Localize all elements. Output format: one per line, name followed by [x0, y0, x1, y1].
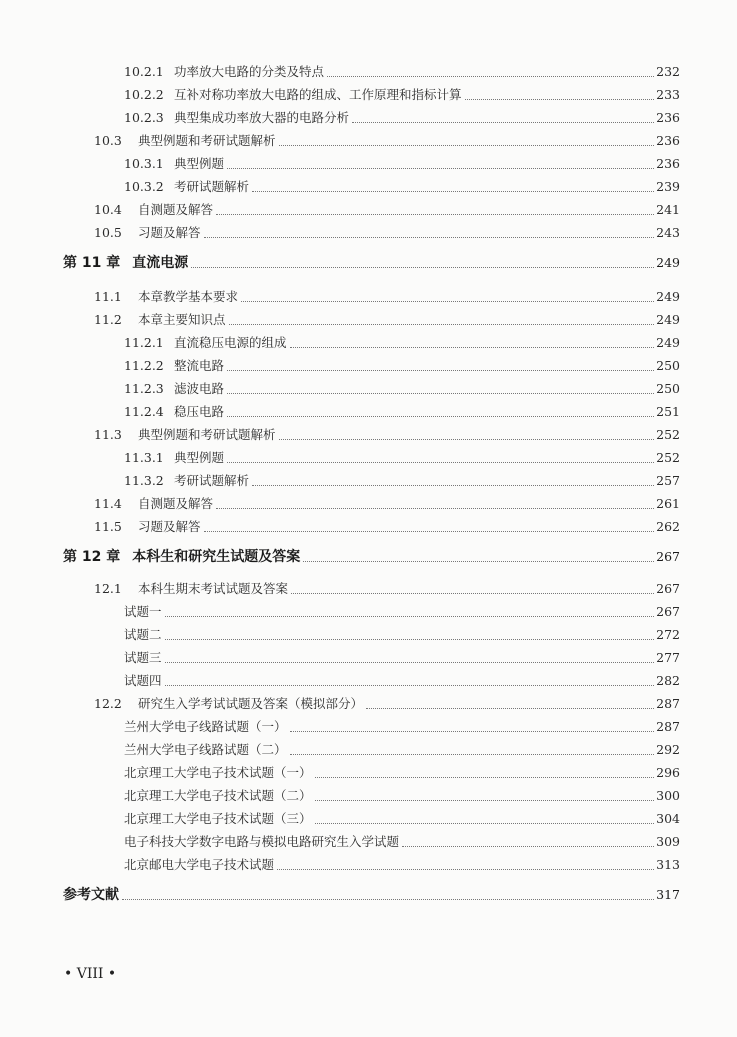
page-number: 250 — [656, 358, 680, 373]
toc-entry[interactable] — [94, 200, 680, 220]
page-number: 296 — [656, 765, 680, 780]
toc-entry[interactable] — [94, 425, 680, 445]
toc-entry[interactable] — [94, 287, 680, 307]
section-title: 本科生期末考试试题及答案 — [138, 581, 289, 596]
section-title: 兰州大学电子线路试题（一） — [124, 719, 287, 734]
section-title: 试题四 — [124, 673, 162, 688]
section-number: 11.2.3 — [124, 381, 164, 396]
toc-entry[interactable] — [124, 108, 680, 128]
section-title: 北京理工大学电子技术试题（二） — [124, 788, 312, 803]
section-title: 研究生入学考试试题及答案（模拟部分） — [138, 696, 364, 711]
page-number: 257 — [656, 473, 680, 488]
toc-entry[interactable] — [124, 602, 680, 622]
dot-leader — [315, 800, 655, 801]
page-number: 267 — [656, 581, 680, 596]
toc-entry[interactable] — [124, 717, 680, 737]
page-number: 241 — [656, 202, 680, 217]
section-title: 功率放大电路的分类及特点 — [174, 64, 325, 79]
section-number: 11.5 — [94, 519, 122, 534]
section-title: 试题二 — [124, 627, 162, 642]
toc-entry[interactable] — [124, 154, 680, 174]
page-number: 251 — [656, 404, 680, 419]
toc-entry[interactable] — [124, 177, 680, 197]
section-title: 兰州大学电子线路试题（二） — [124, 742, 287, 757]
dot-leader — [165, 639, 655, 640]
section-title: 北京理工大学电子技术试题（一） — [124, 765, 312, 780]
section-number: 11.3 — [94, 427, 122, 442]
toc-entry[interactable] — [124, 471, 680, 491]
page-number: 313 — [656, 857, 680, 872]
page-number: 287 — [656, 696, 680, 711]
dot-leader — [229, 324, 655, 325]
page-number: 243 — [656, 225, 680, 240]
section-number: 10.2.1 — [124, 64, 164, 79]
section-title: 考研试题解析 — [174, 179, 250, 194]
dot-leader — [252, 485, 654, 486]
dot-leader — [315, 823, 655, 824]
toc-entry[interactable] — [124, 832, 680, 852]
section-number: 11.2.1 — [124, 335, 164, 350]
chapter-number: 第 12 章 — [63, 549, 121, 565]
section-number: 11.1 — [94, 289, 122, 304]
page-number: 236 — [656, 156, 680, 171]
dot-leader — [366, 708, 654, 709]
dot-leader — [352, 122, 654, 123]
section-number: 11.2 — [94, 312, 122, 327]
toc-chapter-11[interactable] — [63, 253, 680, 273]
section-number: 12.2 — [94, 696, 122, 711]
toc-entry[interactable] — [124, 740, 680, 760]
chapter-title: 直流电源 — [132, 255, 189, 271]
section-title: 电子科技大学数字电路与模拟电路研究生入学试题 — [124, 834, 400, 849]
dot-leader — [279, 439, 655, 440]
dot-leader — [227, 462, 654, 463]
section-number: 10.2.2 — [124, 87, 164, 102]
section-number: 10.4 — [94, 202, 122, 217]
page-number: 287 — [656, 719, 680, 734]
toc-entry[interactable] — [94, 694, 680, 714]
section-title: 考研试题解析 — [174, 473, 250, 488]
dot-leader — [165, 616, 655, 617]
section-title: 典型例题和考研试题解析 — [138, 427, 276, 442]
section-number: 12.1 — [94, 581, 122, 596]
toc-chapter-12[interactable] — [63, 547, 680, 567]
page-number: 252 — [656, 427, 680, 442]
section-title: 试题一 — [124, 604, 162, 619]
page-number: 261 — [656, 496, 680, 511]
page-number: 239 — [656, 179, 680, 194]
toc-references[interactable] — [63, 885, 680, 905]
toc-entry[interactable] — [94, 579, 680, 599]
toc-entry[interactable] — [94, 223, 680, 243]
toc-entry[interactable] — [124, 671, 680, 691]
dot-leader — [216, 508, 654, 509]
section-number: 11.2.2 — [124, 358, 164, 373]
section-title: 典型例题和考研试题解析 — [138, 133, 276, 148]
chapter-number: 第 11 章 — [63, 255, 121, 271]
page-number: 249 — [656, 289, 680, 304]
toc-entry[interactable] — [124, 763, 680, 783]
section-title: 自测题及解答 — [138, 202, 214, 217]
page-number: 309 — [656, 834, 680, 849]
section-number: 10.3.2 — [124, 179, 164, 194]
dot-leader — [277, 869, 654, 870]
dot-leader — [191, 267, 654, 268]
dot-leader — [290, 754, 655, 755]
page-number: 236 — [656, 133, 680, 148]
page-number: 252 — [656, 450, 680, 465]
dot-leader — [227, 370, 654, 371]
section-number: 11.4 — [94, 496, 122, 511]
page-number: 249 — [656, 312, 680, 327]
toc-entry[interactable] — [124, 625, 680, 645]
dot-leader — [402, 846, 654, 847]
page-number: 232 — [656, 64, 680, 79]
page-number: 272 — [656, 627, 680, 642]
toc-entry[interactable] — [124, 786, 680, 806]
dot-leader — [227, 393, 654, 394]
page-number: 236 — [656, 110, 680, 125]
chapter-title: 本科生和研究生试题及答案 — [132, 549, 301, 565]
dot-leader — [315, 777, 655, 778]
dot-leader — [216, 214, 654, 215]
dot-leader — [290, 731, 655, 732]
page-number: 277 — [656, 650, 680, 665]
toc-entry[interactable] — [94, 494, 680, 514]
toc-entry[interactable] — [124, 333, 680, 353]
page-number: 233 — [656, 87, 680, 102]
dot-leader — [465, 99, 655, 100]
page-footer-number: • VIII • — [64, 966, 117, 982]
section-title: 滤波电路 — [174, 381, 225, 396]
page-number: 250 — [656, 381, 680, 396]
toc-entry[interactable] — [94, 131, 680, 151]
dot-leader — [279, 145, 655, 146]
section-number: 10.3 — [94, 133, 122, 148]
section-number: 11.3.2 — [124, 473, 164, 488]
section-title: 试题三 — [124, 650, 162, 665]
toc-entry[interactable] — [124, 379, 680, 399]
page-number: 249 — [656, 335, 680, 350]
section-number: 10.2.3 — [124, 110, 164, 125]
section-title: 互补对称功率放大电路的组成、工作原理和指标计算 — [174, 87, 462, 102]
dot-leader — [122, 899, 654, 900]
section-title: 习题及解答 — [138, 225, 201, 240]
toc-entry[interactable] — [124, 356, 680, 376]
dot-leader — [204, 237, 655, 238]
page-number: 249 — [656, 255, 680, 270]
toc-entry[interactable] — [124, 809, 680, 829]
toc-entry[interactable] — [124, 648, 680, 668]
dot-leader — [303, 561, 654, 562]
dot-leader — [227, 168, 654, 169]
toc-entry[interactable] — [124, 85, 680, 105]
dot-leader — [165, 662, 655, 663]
page-number: 282 — [656, 673, 680, 688]
section-number: 11.2.4 — [124, 404, 164, 419]
section-number: 11.3.1 — [124, 450, 164, 465]
section-title: 北京理工大学电子技术试题（三） — [124, 811, 312, 826]
dot-leader — [252, 191, 654, 192]
dot-leader — [291, 593, 654, 594]
page-number: 262 — [656, 519, 680, 534]
toc-entry[interactable] — [124, 855, 680, 875]
section-title: 直流稳压电源的组成 — [174, 335, 287, 350]
dot-leader — [204, 531, 655, 532]
toc-entry[interactable] — [94, 310, 680, 330]
page-number: 300 — [656, 788, 680, 803]
page-number: 292 — [656, 742, 680, 757]
toc-entry[interactable] — [94, 517, 680, 537]
dot-leader — [165, 685, 655, 686]
toc-entry[interactable] — [124, 62, 680, 82]
page-number: 267 — [656, 604, 680, 619]
section-title: 自测题及解答 — [138, 496, 214, 511]
section-title: 习题及解答 — [138, 519, 201, 534]
section-title: 典型集成功率放大器的电路分析 — [174, 110, 350, 125]
page-number: 317 — [656, 887, 680, 902]
references-title: 参考文献 — [63, 887, 119, 903]
page-number: 304 — [656, 811, 680, 826]
section-title: 典型例题 — [174, 156, 225, 171]
dot-leader — [227, 416, 654, 417]
toc-entry[interactable] — [124, 448, 680, 468]
section-title: 本章主要知识点 — [138, 312, 226, 327]
section-title: 稳压电路 — [174, 404, 225, 419]
section-number: 10.3.1 — [124, 156, 164, 171]
dot-leader — [290, 347, 655, 348]
dot-leader — [327, 76, 654, 77]
dot-leader — [241, 301, 654, 302]
section-title: 北京邮电大学电子技术试题 — [124, 857, 275, 872]
section-number: 10.5 — [94, 225, 122, 240]
section-title: 典型例题 — [174, 450, 225, 465]
section-title: 本章教学基本要求 — [138, 289, 239, 304]
toc-entry[interactable] — [124, 402, 680, 422]
page-number: 267 — [656, 549, 680, 564]
section-title: 整流电路 — [174, 358, 225, 373]
